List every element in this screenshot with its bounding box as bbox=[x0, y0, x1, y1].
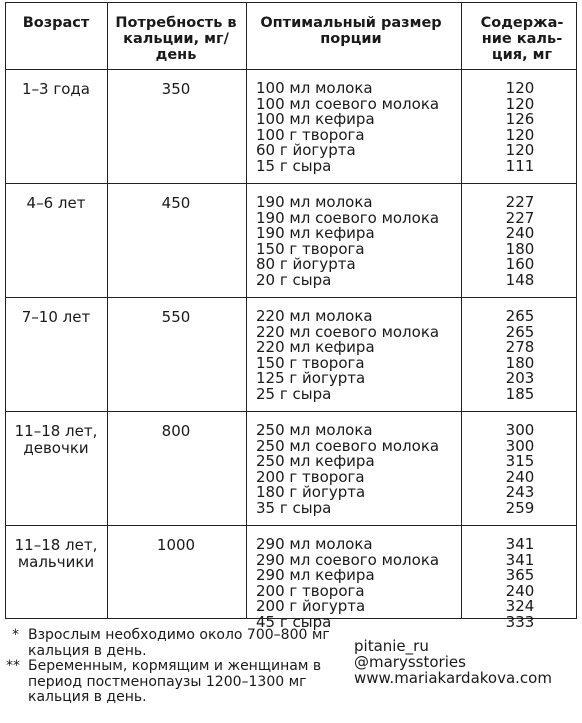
portion-item: 45 г сыра bbox=[256, 612, 332, 631]
portion-item: 25 г сыра bbox=[256, 384, 332, 403]
table-row bbox=[6, 526, 576, 640]
calcium-value: 203 bbox=[505, 369, 535, 388]
portions-cell bbox=[256, 526, 461, 640]
portion-item: 20 г сыра bbox=[256, 270, 332, 289]
calcium-value: 185 bbox=[505, 384, 535, 403]
portions-cell bbox=[256, 70, 461, 183]
portion-item: 100 мл молока bbox=[256, 79, 373, 97]
calcium-value: 180 bbox=[505, 353, 535, 372]
header-portion: Оптимальный размер порции bbox=[260, 15, 442, 47]
values-cell bbox=[468, 298, 572, 411]
portion-item: 220 мл молока bbox=[256, 307, 373, 325]
portion-item: 80 г йогурта bbox=[256, 255, 356, 274]
calcium-value: 126 bbox=[505, 110, 535, 129]
age-cell: 11–18 лет, девочки bbox=[14, 422, 98, 457]
table-row bbox=[6, 298, 576, 412]
column-divider-3 bbox=[461, 3, 462, 618]
calcium-table bbox=[5, 2, 577, 631]
calcium-value: 365 bbox=[505, 566, 535, 585]
need-cell: 550 bbox=[161, 308, 191, 326]
portion-item: 190 мл соевого молока bbox=[256, 208, 440, 227]
calcium-value: 300 bbox=[505, 421, 535, 439]
portion-item: 190 мл кефира bbox=[256, 224, 375, 243]
footnote-text: Взрослым необходимо около 700–800 мг кальция в день. bbox=[28, 627, 330, 659]
credit-instagram[interactable]: @marysstories bbox=[354, 653, 466, 671]
calcium-value: 243 bbox=[505, 483, 535, 502]
table-header-row bbox=[6, 3, 576, 70]
calcium-value: 240 bbox=[505, 581, 535, 600]
portion-item: 125 г йогурта bbox=[256, 369, 366, 388]
portions-cell bbox=[256, 184, 461, 297]
footnote-mark: * bbox=[12, 627, 19, 643]
calcium-value: 265 bbox=[505, 307, 535, 325]
portion-item: 100 мл кефира bbox=[256, 110, 375, 129]
values-cell bbox=[468, 526, 572, 640]
age-cell: 1–3 года bbox=[22, 80, 90, 98]
portion-item: 250 мл соевого молока bbox=[256, 436, 440, 455]
portion-item: 190 мл молока bbox=[256, 193, 373, 211]
calcium-value: 324 bbox=[505, 597, 535, 616]
portion-item: 200 г творога bbox=[256, 467, 365, 486]
portion-item: 150 г творога bbox=[256, 239, 365, 258]
footnote-mark: ** bbox=[6, 658, 20, 674]
portion-item: 290 мл молока bbox=[256, 535, 373, 553]
column-divider-1 bbox=[107, 3, 108, 618]
calcium-value: 148 bbox=[505, 270, 535, 289]
portions-cell bbox=[256, 412, 461, 525]
calcium-value: 341 bbox=[505, 535, 535, 553]
calcium-value: 240 bbox=[505, 224, 535, 243]
header-need: Потребность в кальции, мг/день bbox=[115, 15, 237, 63]
table-row bbox=[6, 412, 576, 526]
header-age: Возраст bbox=[22, 15, 90, 31]
calcium-value: 120 bbox=[505, 79, 535, 97]
need-cell: 800 bbox=[161, 422, 191, 440]
header-content: Содержа-ние каль-ция, мг bbox=[480, 15, 564, 63]
calcium-value: 227 bbox=[505, 208, 535, 227]
portion-item: 15 г сыра bbox=[256, 156, 332, 175]
portion-item: 180 г йогурта bbox=[256, 483, 366, 502]
credit-website[interactable]: www.mariakardakova.com bbox=[354, 669, 552, 687]
calcium-value: 300 bbox=[505, 436, 535, 455]
footnotes bbox=[0, 628, 360, 706]
footnote-1 bbox=[0, 628, 360, 659]
age-cell: 4–6 лет bbox=[26, 194, 86, 212]
portion-item: 100 г творога bbox=[256, 125, 365, 144]
calcium-value: 111 bbox=[505, 156, 535, 175]
values-cell bbox=[468, 70, 572, 183]
values-cell bbox=[468, 412, 572, 525]
need-cell: 1000 bbox=[156, 536, 196, 554]
calcium-value: 315 bbox=[505, 452, 535, 471]
calcium-value: 180 bbox=[505, 239, 535, 258]
portion-item: 290 мл соевого молока bbox=[256, 550, 440, 569]
portions-cell bbox=[256, 298, 461, 411]
calcium-value: 120 bbox=[505, 141, 535, 160]
calcium-value: 120 bbox=[505, 125, 535, 144]
calcium-value: 227 bbox=[505, 193, 535, 211]
calcium-value: 278 bbox=[505, 338, 535, 357]
age-cell: 7–10 лет bbox=[21, 308, 91, 326]
calcium-value: 259 bbox=[505, 498, 535, 517]
calcium-value: 333 bbox=[505, 612, 535, 631]
column-divider-2 bbox=[246, 3, 247, 618]
portion-item: 200 г творога bbox=[256, 581, 365, 600]
table-row bbox=[6, 70, 576, 184]
portion-item: 250 мл кефира bbox=[256, 452, 375, 471]
portion-item: 35 г сыра bbox=[256, 498, 332, 517]
portion-item: 150 г творога bbox=[256, 353, 365, 372]
calcium-value: 265 bbox=[505, 322, 535, 341]
need-cell: 350 bbox=[161, 80, 191, 98]
footnote-2 bbox=[0, 659, 360, 706]
portion-item: 220 мл соевого молока bbox=[256, 322, 440, 341]
need-cell: 450 bbox=[161, 194, 191, 212]
credits bbox=[354, 638, 552, 686]
table-row bbox=[6, 184, 576, 298]
portion-item: 250 мл молока bbox=[256, 421, 373, 439]
footnote-text: Беременным, кормящим и женщинам в период постменопаузы 1200–1300 мг кальция в день. bbox=[28, 658, 322, 705]
portion-item: 290 мл кефира bbox=[256, 566, 375, 585]
portion-item: 60 г йогурта bbox=[256, 141, 356, 160]
calcium-value: 341 bbox=[505, 550, 535, 569]
calcium-value: 160 bbox=[505, 255, 535, 274]
values-cell bbox=[468, 184, 572, 297]
calcium-value: 120 bbox=[505, 94, 535, 113]
credit-telegram[interactable]: pitanie_ru bbox=[354, 637, 429, 655]
calcium-value: 240 bbox=[505, 467, 535, 486]
portion-item: 220 мл кефира bbox=[256, 338, 375, 357]
age-cell: 11–18 лет, мальчики bbox=[14, 536, 98, 571]
portion-item: 200 г йогурта bbox=[256, 597, 366, 616]
portion-item: 100 мл соевого молока bbox=[256, 94, 440, 113]
